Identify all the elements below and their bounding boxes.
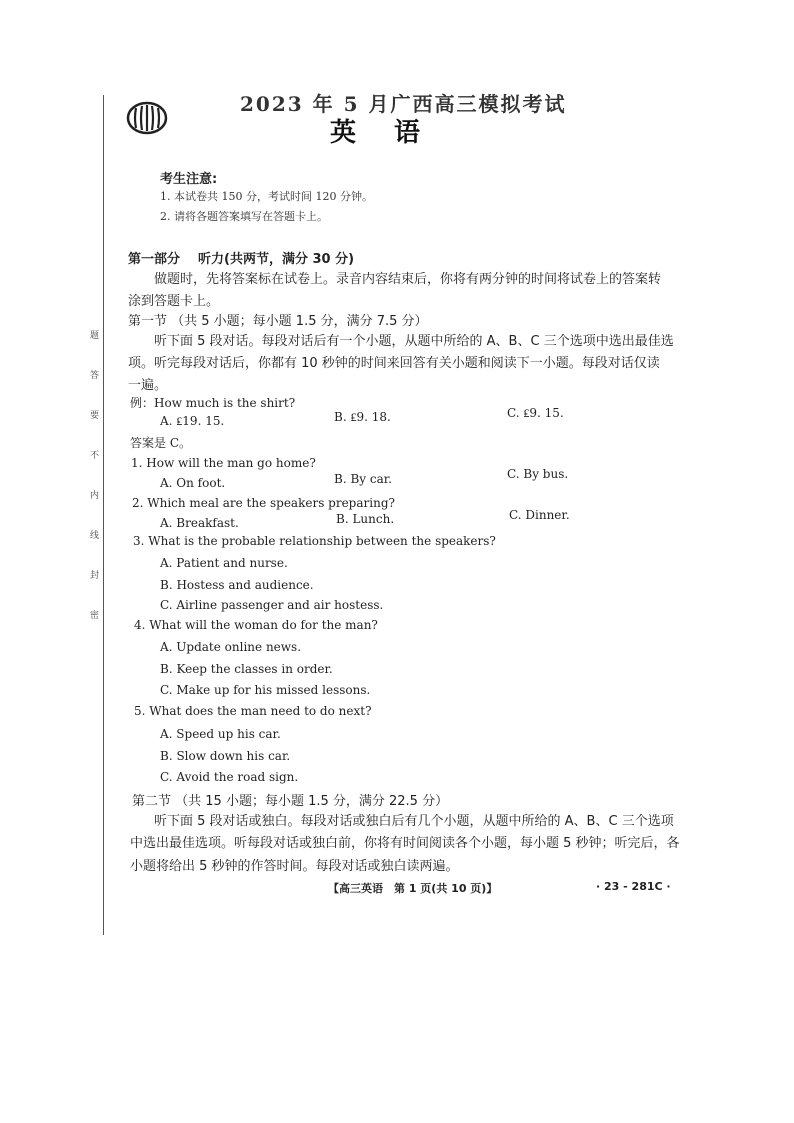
part1-intro: 做题时，先将答案标在试卷上。录音内容结束后，你将有两分钟的时间将试卷上的答案转 [154,272,662,287]
q5-option-a: A. Speed up his car. [160,727,281,741]
part1-heading-a: 第一部分 [128,252,181,267]
q4-option-a: A. Update online news. [160,640,302,654]
example-answer: 答案是 C。 [130,436,191,450]
example-option-a: A. ₤19. 15. [160,414,225,428]
example-question: 例：How much is the shirt? [130,396,296,410]
q4-option-b: B. Keep the classes in order. [160,662,333,676]
section1-heading: 第一节 （共 5 小题；每小题 1.5 分，满分 7.5 分） [128,314,428,329]
question-3: 3. What is the probable relationship between the speakers? [133,534,496,548]
margin-char: 答 [90,371,100,381]
exam-title: 2023 年 5 月广西高三模拟考试 [240,92,567,116]
part1-heading-b: 听力(共两节，满分 30 分) [198,252,355,267]
q2-option-a: A. Breakfast. [160,516,239,530]
q5-option-c: C. Avoid the road sign. [160,770,299,784]
margin-char: 内 [90,491,100,501]
section2-instruction: 小题将给出 5 秒钟的作答时间。每段对话或独白读两遍。 [130,859,459,874]
question-2: 2. Which meal are the speakers preparing? [132,496,395,510]
example-option-c: C. ₤9. 15. [507,406,564,420]
section1-instruction: 一遍。 [128,378,168,393]
part1-intro: 涂到答题卡上。 [128,294,220,309]
margin-char: 封 [90,571,100,581]
subject-title: 英语 [330,118,459,148]
publisher-logo-icon [126,100,168,136]
q2-option-b: B. Lunch. [336,512,395,526]
q3-option-a: A. Patient and nurse. [160,556,288,570]
q3-option-c: C. Airline passenger and air hostess. [160,598,384,612]
margin-char: 题 [90,331,100,341]
notice-item: 2. 请将各题答案填写在答题卡上。 [160,210,328,223]
question-5: 5. What does the man need to do next? [134,704,372,718]
exam-code: · 23 - 281C · [596,880,671,893]
section2-instruction: 听下面 5 段对话或独白。每段对话或独白后有几个小题，从题中所给的 A、B、C 三个选项 [154,814,674,829]
q5-option-b: B. Slow down his car. [160,749,291,763]
margin-char: 要 [90,411,100,421]
question-4: 4. What will the woman do for the man? [134,618,378,632]
page-label: 【高三英语 第 1 页(共 10 页)】 [328,882,498,895]
section1-instruction: 听下面 5 段对话。每段对话后有一个小题，从题中所给的 A、B、C 三个选项中选出最佳选 [154,334,674,349]
question-1: 1. How will the man go home? [131,456,316,470]
margin-char: 密 [90,611,100,621]
notice-title: 考生注意: [160,172,218,187]
q1-option-b: B. By car. [334,472,392,486]
section2-heading: 第二节 （共 15 小题；每小题 1.5 分，满分 22.5 分） [132,794,449,809]
margin-char: 不 [90,451,100,461]
q1-option-c: C. By bus. [507,467,569,481]
example-option-b: B. ₤9. 18. [334,410,391,424]
q3-option-b: B. Hostess and audience. [160,578,314,592]
section2-instruction: 中选出最佳选项。听每段对话或独白前，你将有时间阅读各个小题，每小题 5 秒钟；听完后，各 [130,836,680,851]
section1-instruction: 项。听完每段对话后，你都有 10 秒钟的时间来回答有关小题和阅读下一小题。每段对话仅读 [128,356,660,371]
q1-option-a: A. On foot. [160,476,226,490]
q2-option-c: C. Dinner. [509,508,570,522]
notice-item: 1. 本试卷共 150 分，考试时间 120 分钟。 [160,190,373,203]
binding-line [103,95,104,935]
margin-char: 线 [90,531,100,541]
q4-option-c: C. Make up for his missed lessons. [160,683,371,697]
